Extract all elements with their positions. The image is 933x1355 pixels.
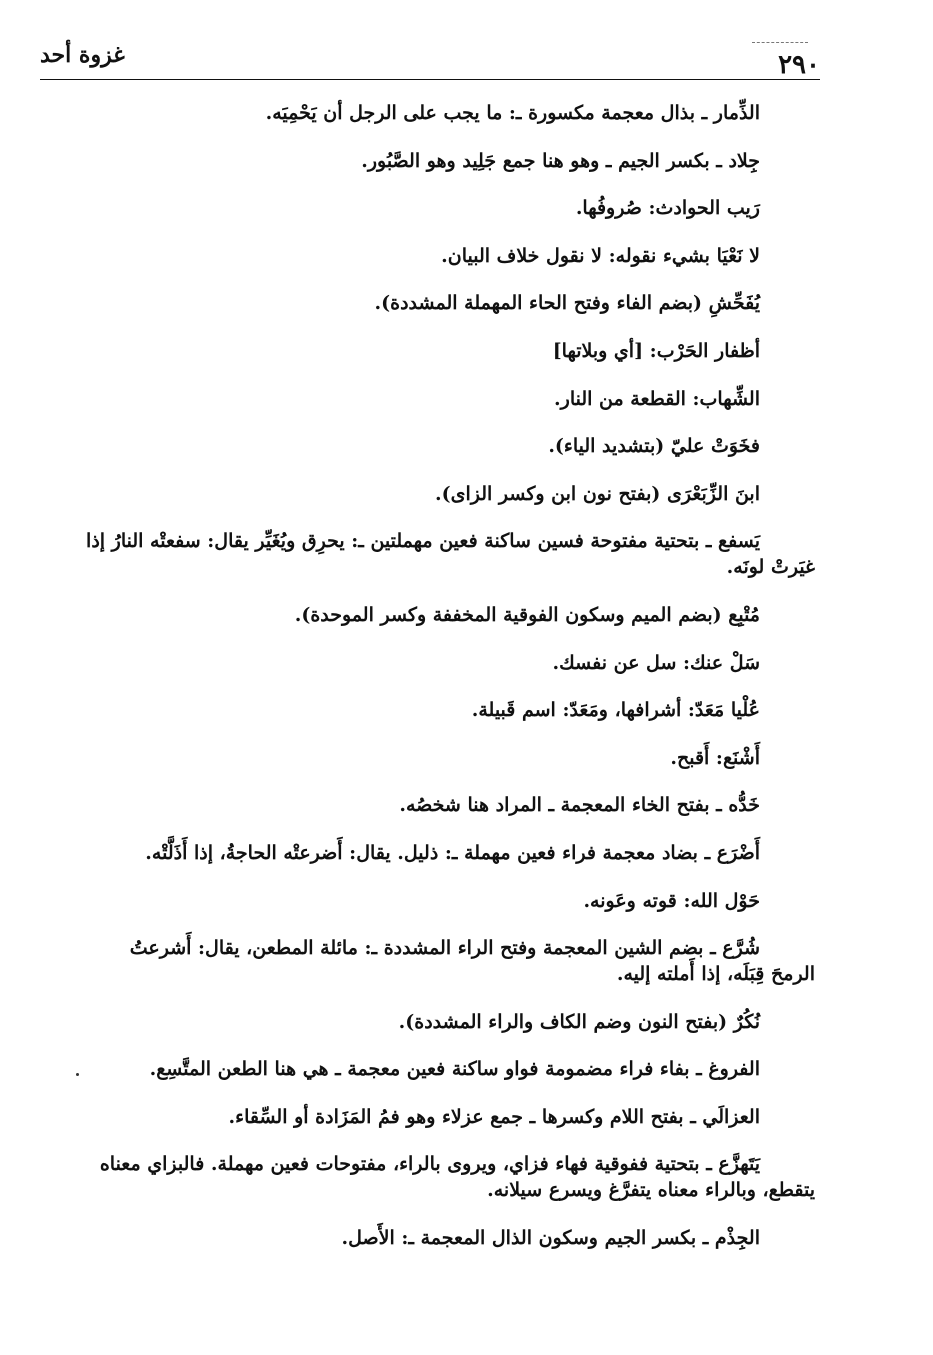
glossary-entry	[40, 1151, 815, 1203]
header-rule	[40, 79, 820, 80]
glossary-entry: مُتْبِع (بضم الميم وسكون الفوقية المخففة وكسر الموحدة).	[294, 603, 760, 626]
entry-line: شُرَّع ـ بضم الشين المعجمة وفتح الراء المشددة ـ: مائلة المطعن، يقال: أَشرعتُ	[129, 937, 760, 960]
glossary-entry: الجِذْم ـ بكسر الجيم وسكون الذال المعجمة ـ: الأَصل.	[341, 1227, 760, 1250]
entry-line: يَسفع ـ بتحتية مفتوحة فسين ساكنة فعين مهملتين ـ: يحرِق ويُغَيِّر يقال: سفعتْه النارُ إذا	[86, 530, 760, 553]
glossary-entry: العزالَي ـ بفتح اللام وكسرها ـ جمع عزلاء وهو فمُ المَزَادة أو السِّقاء.	[228, 1105, 760, 1128]
page-number: ٢٩٠	[778, 50, 820, 80]
running-title: غزوة أحد	[40, 42, 125, 68]
glossary-entry	[40, 528, 815, 580]
glossary-entry	[40, 935, 815, 987]
glossary-entry: يُفَحِّشِ (بضم الفاء وفتح الحاء المهملة المشددة).	[374, 292, 760, 315]
glossary-entry: أَضْرَع ـ بضاد معجمة فراء فعين مهملة ـ: ذليل. يقال: أَضرعتْه الحاجةُ، إذا أَذَلَّتْه.	[145, 841, 760, 864]
glossary-entry: فخَوَتْ عليّ (بتشديد الياء).	[548, 435, 760, 458]
entry-continuation: يتقطع، وبالراء معناه يتفرَّغ ويسرع سيلانه.	[487, 1179, 815, 1202]
glossary-entry: الفروغ ـ بفاء فراء مضمومة فواو ساكنة فعين معجمة ـ هي هنا الطعن المتَّسِع.	[149, 1058, 760, 1081]
glossary-entry: أظفار الحَرْب: [أي وبلاتها]	[552, 339, 760, 362]
glossary-entry: نُكُرٌ (بفتح النون وضم الكاف والراء المشددة).	[398, 1010, 760, 1033]
glossary-entry: جِلاد ـ بكسر الجيم ـ وهو هنا جمع جَلِيد وهو الصَّبُور.	[361, 149, 760, 172]
entry-line: يَتَهزَّع ـ بتحتية ففوقية فهاء فزاي، ويروى بالراء، مفتوحات فعين مهملة. فالبزاي معناه	[99, 1153, 760, 1176]
glossary-entry: حَوْل الله: قوته وعَونه.	[583, 889, 760, 912]
glossary-entry: عُلْيا مَعَدّ: أشرافها، ومَعَدّ: اسم قَبيلة.	[471, 699, 760, 722]
glossary-entry: أَشْنَع: أَقبح.	[670, 746, 760, 769]
entry-continuation: الرمحَ قِبَلَه، إذا أَملته إليه.	[616, 963, 815, 986]
glossary-entry: سَلْ عنك: سل عن نفسك.	[552, 651, 760, 674]
glossary-list	[40, 100, 815, 1273]
glossary-entry: الذِّمار ـ بذال معجمة مكسورة ـ: ما يجب على الرجل أن يَحْمِيَه.	[265, 102, 760, 124]
entry-continuation: غيَرتْ لونَه.	[726, 556, 815, 579]
scan-speck	[76, 1073, 79, 1076]
glossary-entry: خَدُّه ـ بفتح الخاء المعجمة ـ المراد هنا شخصُه.	[399, 794, 760, 817]
glossary-entry: رَيب الحوادث: صُروفُها.	[575, 197, 760, 220]
page-header	[40, 38, 820, 78]
glossary-entry: ابنَ الزِّبَعْرَى (بفتح نون ابن وكسر الزاى).	[434, 482, 760, 505]
glossary-entry: لا نَعْيَا بشيء نقوله: لا نقول خلاف البيان.	[441, 244, 760, 267]
glossary-entry: الشِّهاب: القطعة من النار.	[554, 387, 760, 410]
